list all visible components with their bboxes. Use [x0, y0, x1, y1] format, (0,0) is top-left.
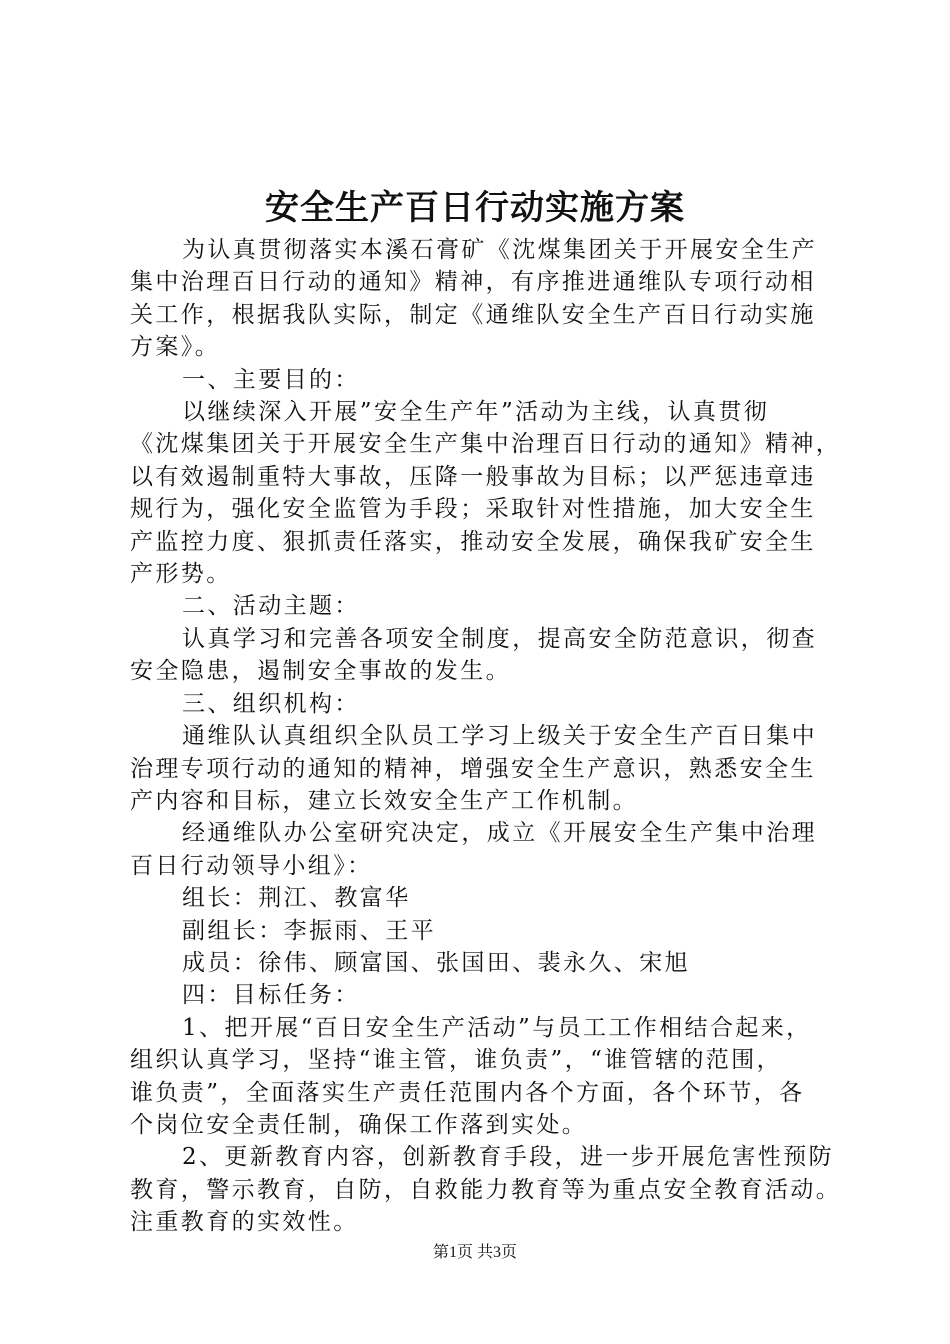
paragraph-line: 安全隐患，遏制安全事故的发生。: [130, 658, 511, 685]
paragraph-line: 集中治理百日行动的通知》精神，有序推进通维队专项行动相: [130, 269, 816, 296]
paragraph-line: 组织认真学习，坚持“谁主管，谁负责”，“谁管辖的范围，: [130, 1047, 783, 1074]
paragraph-line: 以继续深入开展”安全生产年”活动为主线，认真贯彻: [182, 399, 770, 426]
document-body: [130, 234, 842, 1239]
paragraph-line: 治理专项行动的通知的精神，增强安全生产意识，熟悉安全生: [130, 755, 816, 782]
paragraph-line: 注重教育的实效性。: [130, 1209, 359, 1236]
paragraph-line: 个岗位安全责任制，确保工作落到实处。: [130, 1111, 588, 1138]
paragraph-line: 方案》。: [130, 334, 221, 361]
paragraph: [130, 234, 842, 364]
paragraph-line: 认真学习和完善各项安全制度，提高安全防范意识，彻查: [182, 625, 817, 652]
paragraph-line: 二、活动主题：: [182, 593, 360, 620]
paragraph-line: 谁负责”，全面落实生产责任范围内各个方面，各个环节，各: [130, 1079, 805, 1106]
paragraph-line: 成员：徐伟、顾富国、张国田、裴永久、宋旭: [182, 949, 690, 976]
paragraph-line: 以有效遏制重特大事故，压降一般事故为目标；以严惩违章违: [130, 463, 816, 490]
paragraph: [130, 882, 842, 914]
paragraph: [130, 979, 842, 1011]
paragraph-line: 教育，警示教育，自防，自救能力教育等为重点安全教育活动。: [130, 1176, 842, 1203]
paragraph-line: 产监控力度、狠抓责任落实，推动安全发展，确保我矿安全生: [130, 528, 816, 555]
paragraph: [130, 688, 842, 720]
paragraph-line: 百日行动领导小组》：: [130, 852, 373, 879]
paragraph-line: 《沈煤集团关于开展安全生产集中治理百日行动的通知》精神，: [130, 431, 842, 458]
paragraph-line: 2、更新教育内容，创新教育手段，进一步开展危害性预防: [182, 1144, 835, 1171]
paragraph-line: 规行为，强化安全监管为手段；采取针对性措施，加大安全生: [130, 496, 816, 523]
paragraph-line: 经通维队办公室研究决定，成立《开展安全生产集中治理: [182, 820, 817, 847]
paragraph: [130, 364, 842, 396]
paragraph: [130, 1141, 842, 1238]
paragraph-line: 为认真贯彻落实本溪石膏矿《沈煤集团关于开展安全生产: [182, 237, 817, 263]
paragraph-line: 产形势。: [130, 561, 232, 588]
paragraph: [130, 947, 842, 979]
paragraph-line: 三、组织机构：: [182, 690, 360, 717]
paragraph-line: 一、主要目的：: [182, 366, 360, 393]
paragraph: [130, 396, 842, 590]
paragraph: [130, 1012, 842, 1142]
paragraph: [130, 720, 842, 817]
page-footer: 第1页 共3页: [432, 1244, 517, 1261]
paragraph-line: 关工作，根据我队实际，制定《通维队安全生产百日行动实施: [130, 301, 816, 328]
paragraph-line: 组长：荆江、教富华: [182, 885, 411, 912]
paragraph-line: 1、把开展“百日安全生产活动”与员工工作相结合起来，: [182, 1014, 812, 1041]
paragraph: [130, 590, 842, 622]
document-title: 安全生产百日行动实施方案: [265, 188, 685, 228]
paragraph-line: 四：目标任务：: [182, 982, 360, 1009]
paragraph: [130, 915, 842, 947]
paragraph-line: 产内容和目标，建立长效安全生产工作机制。: [130, 787, 638, 814]
paragraph: [130, 623, 842, 688]
paragraph: [130, 817, 842, 882]
paragraph-line: 通维队认真组织全队员工学习上级关于安全生产百日集中: [182, 723, 817, 750]
paragraph-line: 副组长：李振雨、王平: [182, 917, 436, 944]
